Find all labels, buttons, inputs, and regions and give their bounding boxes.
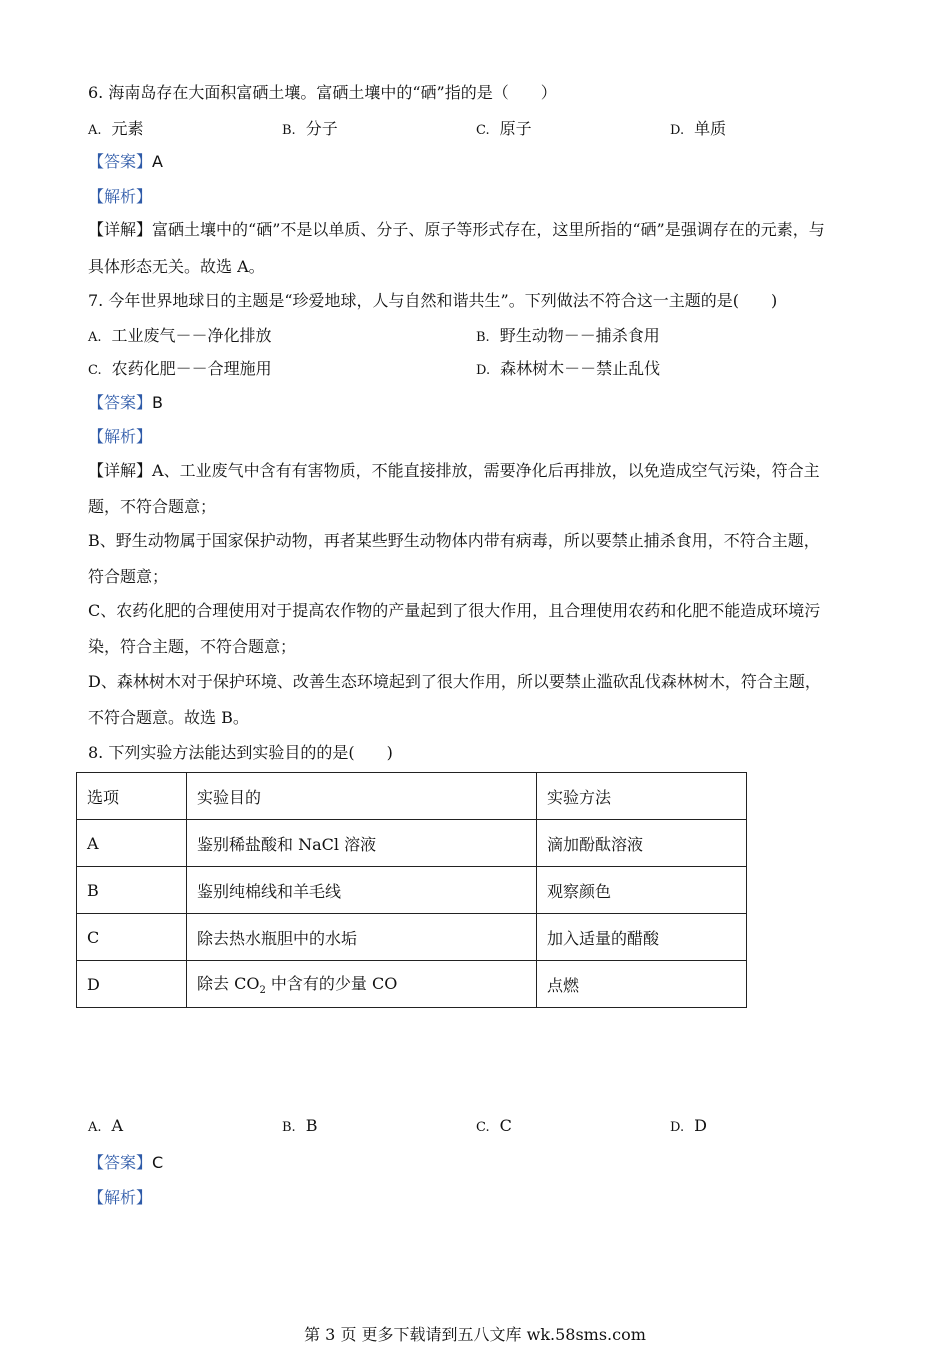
table-cell: C — [77, 914, 187, 961]
q6-stem: 6. 海南岛存在大面积富硒土壤。富硒土壤中的“硒”指的是（ ） — [88, 83, 557, 102]
table-cell: 除去 $CO_2$ 中含有的少量 CO — [187, 961, 537, 1008]
q6-option-d: D. 单质 — [670, 119, 727, 138]
q7-answer: 【答案】B — [88, 393, 163, 412]
table-cell: 鉴别稀盐酸和 NaCl 溶液 — [187, 820, 537, 867]
table-row — [77, 914, 747, 961]
table-cell: 鉴别纯棉线和羊毛线 — [187, 867, 537, 914]
table-header: 选项 — [77, 773, 187, 820]
q7-option-a: A. 工业废气－－净化排放 — [88, 326, 272, 345]
table-header-row — [77, 773, 747, 820]
q8-answer: 【答案】C — [88, 1153, 164, 1172]
q6-answer: 【答案】A — [88, 152, 163, 171]
table-cell: 加入适量的醋酸 — [537, 914, 747, 961]
table-cell: 除去热水瓶胆中的水垢 — [187, 914, 537, 961]
q6-analysis-tag: 【解析】 — [88, 187, 153, 206]
q6-option-b: B. 分子 — [282, 119, 338, 138]
q6-detail-line-1: 【详解】富硒土壤中的“硒”不是以单质、分子、原子等形式存在，这里所指的“硒”是强调存在的元素，与 — [88, 220, 825, 239]
q7-detail-line-5: C、农药化肥的合理使用对于提高农作物的产量起到了很大作用，且合理使用农药和化肥不能造成环境污 — [88, 601, 821, 620]
q7-detail-line-4: 符合题意； — [88, 567, 169, 586]
q7-detail-line-2: 题，不符合题意； — [88, 497, 217, 516]
table-row — [77, 961, 747, 1008]
table-cell: 点燃 — [537, 961, 747, 1008]
table-cell: A — [77, 820, 187, 867]
q8-option-d: D. D — [670, 1116, 707, 1135]
q7-analysis-tag: 【解析】 — [88, 427, 153, 446]
table-cell: B — [77, 867, 187, 914]
table-cell: D — [77, 961, 187, 1008]
q7-detail-line-7: D、森林树木对于保护环境、改善生态环境起到了很大作用，所以要禁止滥砍乱伐森林树木，符合主题， — [88, 672, 821, 691]
q7-detail-line-6: 染，符合主题，不符合题意； — [88, 637, 297, 656]
table-cell: 滴加酚酞溶液 — [537, 820, 747, 867]
q6-detail-line-2: 具体形态无关。故选 A。 — [88, 257, 265, 276]
q8-option-b: B. B — [282, 1116, 318, 1135]
q7-detail-line-8: 不符合题意。故选 B。 — [88, 708, 249, 727]
q7-stem: 7. 今年世界地球日的主题是“珍爱地球，人与自然和谐共生”。下列做法不符合这一主题的是( ) — [88, 291, 778, 310]
q8-option-a: A. A — [88, 1116, 124, 1135]
q7-option-d: D. 森林树木－－禁止乱伐 — [476, 359, 661, 378]
page-footer: 第 3 页 更多下载请到五八文库 wk.58sms.com — [304, 1325, 646, 1344]
q8-analysis-tag: 【解析】 — [88, 1188, 153, 1207]
q7-detail-line-1: 【详解】A、工业废气中含有有害物质，不能直接排放，需要净化后再排放，以免造成空气污染，符合主 — [88, 461, 820, 480]
q6-option-a: A. 元素 — [88, 119, 144, 138]
q8-option-c: C. C — [476, 1116, 512, 1135]
table-header: 实验目的 — [187, 773, 537, 820]
q7-option-b: B. 野生动物－－捕杀食用 — [476, 326, 660, 345]
q6-option-c: C. 原子 — [476, 119, 532, 138]
q8-stem: 8. 下列实验方法能达到实验目的的是( ) — [88, 743, 393, 762]
q7-detail-line-3: B、野生动物属于国家保护动物，再者某些野生动物体内带有病毒，所以要禁止捕杀食用，不符合主题， — [88, 531, 820, 550]
table-cell: 观察颜色 — [537, 867, 747, 914]
experiment-table — [76, 772, 747, 1008]
q7-option-c: C. 农药化肥－－合理施用 — [88, 359, 272, 378]
table-row — [77, 867, 747, 914]
table-row — [77, 820, 747, 867]
table-header: 实验方法 — [537, 773, 747, 820]
